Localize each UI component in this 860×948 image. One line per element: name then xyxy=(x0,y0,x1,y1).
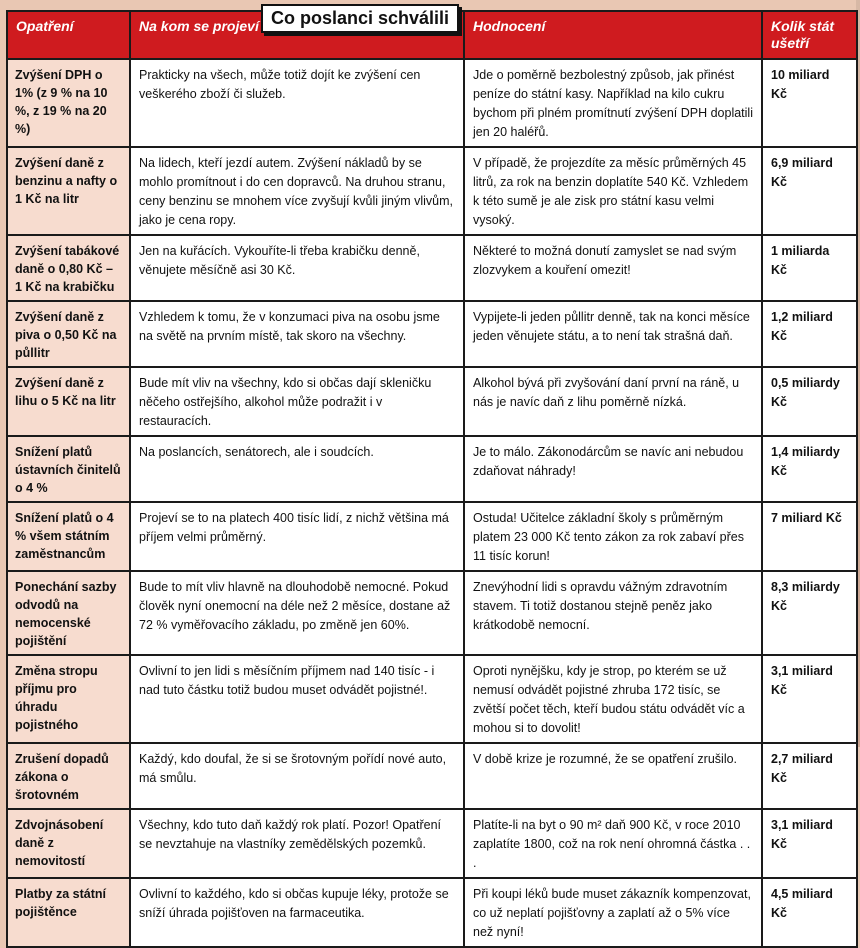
table-row xyxy=(7,809,857,878)
row-evaluation: Při koupi léků bude muset zákazník kompenzovat, co už neplatí pojišťovny a zaplatí až o 5% více než nyní! xyxy=(464,878,762,947)
row-measure: Zvýšení daně z benzinu a nafty o 1 Kč na litr xyxy=(7,147,130,235)
row-measure: Zvýšení DPH o 1% (z 9 % na 10 %, z 19 % na 20 %) xyxy=(7,59,130,147)
row-affects: Jen na kuřácích. Vykouříte-li třeba krabičku denně, věnujete měsíčně asi 30 Kč. xyxy=(130,235,464,301)
row-measure: Ponechání sazby odvodů na nemocenské pojištění xyxy=(7,571,130,655)
table-header-row xyxy=(7,11,857,59)
header-affects-label: Na kom se projeví xyxy=(139,18,259,34)
row-saving: 3,1 miliard Kč xyxy=(762,809,857,878)
row-affects: Bude mít vliv na všechny, kdo si občas dají skleničku něčeho ostřejšího, alkohol může podražit i v restauracích. xyxy=(130,367,464,436)
row-saving: 1 miliarda Kč xyxy=(762,235,857,301)
row-affects: Ovlivní to každého, kdo si občas kupuje léky, protože se sníží úhrada pojišťoven na farmaceutika. xyxy=(130,878,464,947)
row-evaluation: Alkohol bývá při zvyšování daní první na ráně, u nás je navíc daň z lihu poměrně nízká. xyxy=(464,367,762,436)
row-saving: 3,1 miliard Kč xyxy=(762,655,857,743)
row-measure: Zvýšení daně z lihu o 5 Kč na litr xyxy=(7,367,130,436)
row-evaluation: Oproti nynějšku, kdy je strop, po kterém se už nemusí odvádět pojistné zhruba 172 tisíc, se zvětší počet těch, kteří budou státu odvádět víc a mohou si to dovolit! xyxy=(464,655,762,743)
row-affects: Všechny, kdo tuto daň každý rok platí. Pozor! Opatření se nevztahuje na vlastníky zemědělských pozemků. xyxy=(130,809,464,878)
table-row xyxy=(7,59,857,147)
table-body xyxy=(7,59,857,947)
row-measure: Změna stropu příjmu pro úhradu pojistného xyxy=(7,655,130,743)
table-row xyxy=(7,436,857,502)
row-affects: Bude to mít vliv hlavně na dlouhodobě nemocné. Pokud člověk nyní onemocní na déle než 2 měsíce, dostane až 72 % vyměřovacího základu, po změně jen 60%. xyxy=(130,571,464,655)
row-saving: 2,7 miliard Kč xyxy=(762,743,857,809)
table-row xyxy=(7,301,857,367)
row-measure: Platby za státní pojištěnce xyxy=(7,878,130,947)
row-saving: 4,5 miliard Kč xyxy=(762,878,857,947)
row-affects: Na poslancích, senátorech, ale i soudcích. xyxy=(130,436,464,502)
table-row xyxy=(7,743,857,809)
row-saving: 1,2 miliard Kč xyxy=(762,301,857,367)
row-saving: 1,4 miliardy Kč xyxy=(762,436,857,502)
table-row xyxy=(7,878,857,947)
row-evaluation: Znevýhodní lidi s opravdu vážným zdravotním stavem. Ti totiž dostanou stejně peněz jako krátkodobě nemocní. xyxy=(464,571,762,655)
row-affects: Prakticky na všech, může totiž dojít ke zvýšení cen veškerého zboží či služeb. xyxy=(130,59,464,147)
row-measure: Zdvojnásobení daně z nemovitostí xyxy=(7,809,130,878)
table-row xyxy=(7,367,857,436)
row-evaluation: Vypijete-li jeden půllitr denně, tak na konci měsíce jeden věnujete státu, a to není tak strašná daň. xyxy=(464,301,762,367)
row-affects: Každý, kdo doufal, že si se šrotovným pořídí nové auto, má smůlu. xyxy=(130,743,464,809)
table-row xyxy=(7,502,857,571)
row-evaluation: V případě, že projezdíte za měsíc průměrných 45 litrů, za rok na benzin doplatíte 540 Kč. Vzhledem k této sumě je ale zisk pro státní kasu velmi vysoký. xyxy=(464,147,762,235)
row-saving: 0,5 miliardy Kč xyxy=(762,367,857,436)
row-measure: Snížení platů o 4 % všem státním zaměstnancům xyxy=(7,502,130,571)
measures-table xyxy=(6,10,858,948)
row-affects: Na lidech, kteří jezdí autem. Zvýšení nákladů by se mohlo promítnout i do cen dopravců. Na druhou stranu, ceny benzinu se mnohem více zvyšují kvůli jiným vlivům, jako je cena ropy. xyxy=(130,147,464,235)
table-row xyxy=(7,571,857,655)
row-evaluation: Ostuda! Učitelce základní školy s průměrným platem 23 000 Kč tento zákon za rok zabaví přes 11 tisíc korun! xyxy=(464,502,762,571)
row-evaluation: Některé to možná donutí zamyslet se nad svým zlozvykem a kouření omezit! xyxy=(464,235,762,301)
row-saving: 8,3 miliardy Kč xyxy=(762,571,857,655)
row-affects: Vzhledem k tomu, že v konzumaci piva na osobu jsme na světě na prvním místě, tak skoro na všechny. xyxy=(130,301,464,367)
row-affects: Ovlivní to jen lidi s měsíčním příjmem nad 140 tisíc - i nad tuto částku totiž budou muset odvádět pojistné!. xyxy=(130,655,464,743)
row-evaluation: Platíte-li na byt o 90 m² daň 900 Kč, v roce 2010 zaplatíte 1800, což na rok není ohromná částka . . . xyxy=(464,809,762,878)
header-measure: Opatření xyxy=(7,11,130,59)
table-row xyxy=(7,655,857,743)
table-row xyxy=(7,235,857,301)
row-saving: 6,9 miliard Kč xyxy=(762,147,857,235)
row-measure: Snížení platů ústavních činitelů o 4 % xyxy=(7,436,130,502)
row-measure: Zvýšení daně z piva o 0,50 Kč na půllitr xyxy=(7,301,130,367)
row-affects: Projeví se to na platech 400 tisíc lidí, z nichž většina má příjem velmi průměrný. xyxy=(130,502,464,571)
row-evaluation: Jde o poměrně bezbolestný způsob, jak přinést peníze do státní kasy. Například na kilo cukru bychom při plném promítnutí zvýšení DPH doplatili jen 20 haléřů. xyxy=(464,59,762,147)
row-evaluation: V době krize je rozumné, že se opatření zrušilo. xyxy=(464,743,762,809)
row-measure: Zvýšení tabákové daně o 0,80 Kč – 1 Kč na krabičku xyxy=(7,235,130,301)
header-evaluation: Hodnocení xyxy=(464,11,762,59)
title-badge: Co poslanci schválili xyxy=(261,4,459,33)
row-saving: 10 miliard Kč xyxy=(762,59,857,147)
header-affects xyxy=(130,8,464,59)
row-measure: Zrušení dopadů zákona o šrotovném xyxy=(7,743,130,809)
row-evaluation: Je to málo. Zákonodárcům se navíc ani nebudou zdaňovat náhrady! xyxy=(464,436,762,502)
row-saving: 7 miliard Kč xyxy=(762,502,857,571)
header-saving: Kolik stát ušetří xyxy=(762,11,857,59)
table-row xyxy=(7,147,857,235)
